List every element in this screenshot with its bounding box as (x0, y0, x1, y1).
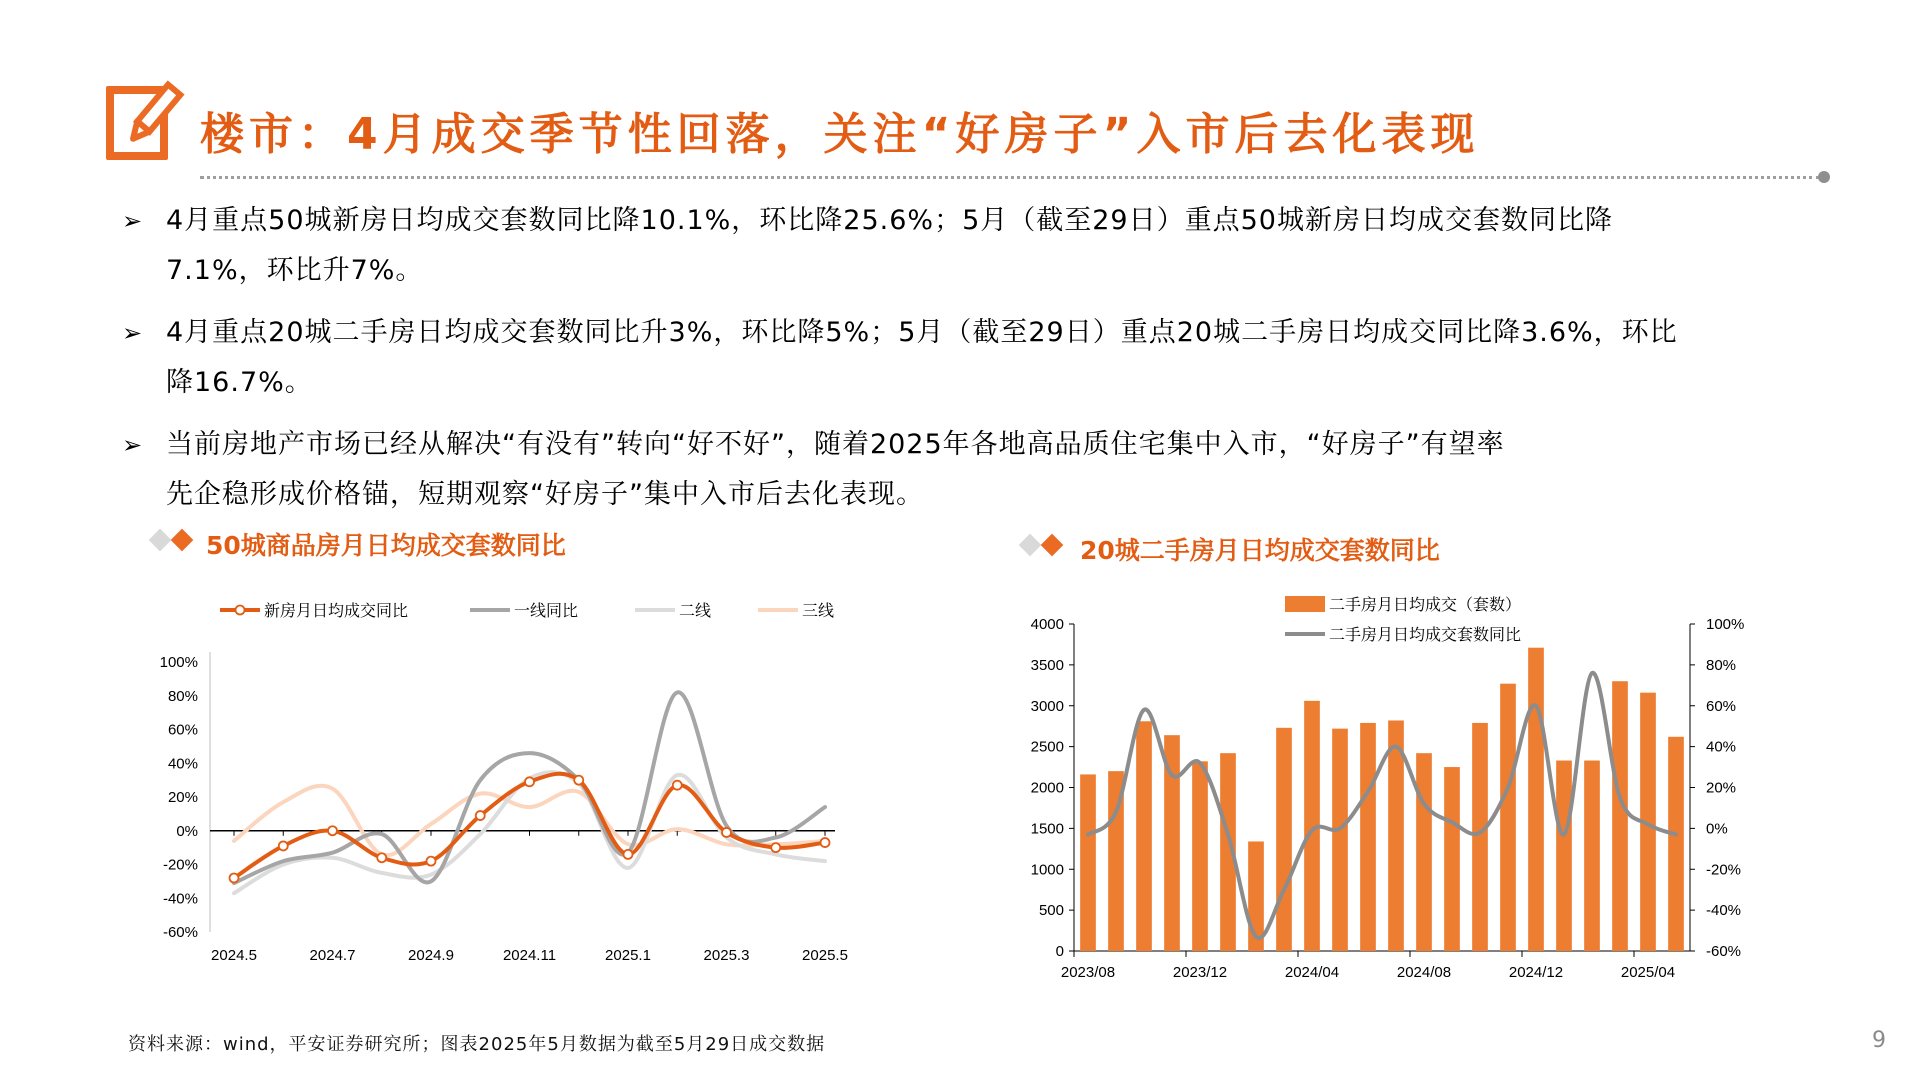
y-tick-label: 2500 (1030, 738, 1064, 756)
legend-label: 二手房月日均成交（套数） (1329, 597, 1522, 614)
bar (1612, 681, 1628, 951)
x-tick-label: 2023/12 (1172, 964, 1228, 981)
y2-tick-label: -20% (1706, 861, 1742, 879)
title-divider (200, 176, 1820, 179)
y-tick-label: 0 (1055, 943, 1064, 960)
y-tick-label: 60% (167, 721, 198, 739)
bar (1472, 723, 1488, 951)
data-point (476, 811, 485, 820)
data-point (673, 781, 682, 790)
y-tick-label: -60% (162, 924, 198, 941)
legend-label: 二手房月日均成交套数同比 (1329, 627, 1522, 644)
bar (1584, 761, 1600, 951)
bar-chart-20-cities (1030, 588, 1810, 988)
chart-title: 20城二手房月日均成交套数同比 (1080, 536, 1440, 565)
y2-tick-label: -60% (1706, 943, 1742, 960)
bullet-line: 4月重点20城二手房日均成交套数同比升3%，环比降5%；5月（截至29日）重点20城二手房日均成交同比降3.6%，环比 (166, 317, 1678, 348)
arrow-bullet-icon: ➢ (122, 207, 144, 235)
legend-label: 二线 (679, 603, 712, 620)
data-point (427, 857, 436, 866)
data-point (328, 826, 337, 835)
y-tick-label: 500 (1038, 902, 1064, 920)
x-tick-label: 2024/08 (1396, 964, 1452, 981)
legend-label: 三线 (802, 603, 835, 620)
y-tick-label: -40% (162, 890, 198, 908)
bar (1192, 761, 1208, 951)
chart-title: 50城商品房月日均成交套数同比 (206, 531, 566, 560)
y2-tick-label: -40% (1706, 902, 1742, 920)
page-number: 9 (1872, 1028, 1886, 1053)
bar (1444, 767, 1460, 951)
arrow-bullet-icon: ➢ (122, 431, 144, 459)
x-tick-label: 2024.11 (502, 947, 557, 964)
x-tick-label: 2024/04 (1284, 964, 1340, 981)
legend-marker (236, 606, 245, 615)
y-tick-label: 1000 (1030, 861, 1064, 879)
bullet-item (120, 196, 1820, 296)
bar (1360, 723, 1376, 951)
data-point (525, 777, 534, 786)
data-point (624, 850, 633, 859)
bar (1136, 721, 1152, 951)
bar (1668, 737, 1684, 951)
y-tick-label: 100% (159, 654, 198, 671)
legend-label: 新房月日均成交同比 (264, 603, 409, 620)
bullet-line: 先企稳形成价格锚，短期观察“好房子”集中入市后去化表现。 (166, 479, 924, 510)
bar (1556, 761, 1572, 951)
y2-tick-label: 100% (1706, 616, 1745, 633)
y2-tick-label: 20% (1706, 779, 1737, 797)
y2-tick-label: 60% (1706, 697, 1737, 715)
x-tick-label: 2024/12 (1508, 964, 1564, 981)
legend-swatch (1285, 596, 1325, 612)
y-tick-label: 3000 (1030, 697, 1064, 715)
bullet-line: 降16.7%。 (166, 367, 313, 398)
x-tick-label: 2024.7 (309, 947, 356, 964)
bar (1276, 728, 1292, 951)
bullet-item (120, 420, 1820, 520)
data-point (279, 841, 288, 850)
edit-icon (106, 86, 168, 160)
x-tick-label: 2023/08 (1060, 964, 1116, 981)
x-tick-label: 2025.1 (605, 947, 651, 964)
diamond-icon (146, 528, 202, 556)
bullet-line: 7.1%，环比升7%。 (166, 255, 424, 286)
bullet-line: 4月重点50城新房日均成交套数同比降10.1%，环比降25.6%；5月（截至29日）重点50城新房日均成交套数同比降 (166, 205, 1613, 236)
x-tick-label: 2025.5 (802, 947, 848, 964)
y-tick-label: 1500 (1030, 820, 1064, 838)
y2-tick-label: 80% (1706, 656, 1737, 674)
bullet-item (120, 308, 1820, 408)
line-chart-50-cities (130, 588, 870, 970)
source-note: 资料来源：wind，平安证券研究所；图表2025年5月数据为截至5月29日成交数据 (128, 1034, 826, 1055)
bar (1080, 774, 1096, 951)
bullet-list (120, 196, 1820, 532)
bar (1528, 648, 1544, 951)
data-point (771, 843, 780, 852)
y-tick-label: 40% (167, 755, 198, 773)
bar (1500, 684, 1516, 951)
y-tick-label: 20% (167, 789, 198, 806)
bullet-line: 当前房地产市场已经从解决“有没有”转向“好不好”，随着2025年各地高品质住宅集中入市，“好房子”有望率 (166, 429, 1505, 460)
legend-label: 一线同比 (514, 603, 579, 620)
bar (1416, 753, 1432, 951)
arrow-bullet-icon: ➢ (122, 319, 144, 347)
y-tick-label: 4000 (1030, 616, 1064, 633)
x-tick-label: 2025.3 (703, 947, 750, 964)
y-tick-label: 2000 (1030, 779, 1064, 797)
y-tick-label: 80% (167, 687, 198, 705)
x-tick-label: 2024.5 (211, 947, 257, 964)
x-tick-label: 2024.9 (408, 947, 454, 964)
y-tick-label: 0% (176, 822, 198, 840)
y2-tick-label: 0% (1706, 820, 1728, 838)
y-tick-label: 3500 (1030, 656, 1064, 674)
page-title: 楼市：4月成交季节性回落，关注“好房子”入市后去化表现 (200, 109, 1480, 160)
data-point (722, 828, 731, 837)
bar (1332, 729, 1348, 951)
data-point (230, 874, 239, 883)
data-point (377, 853, 386, 862)
series-line (234, 774, 825, 878)
data-point (821, 838, 830, 847)
diamond-icon (1016, 533, 1072, 561)
y-tick-label: -20% (162, 856, 198, 874)
x-tick-label: 2025/04 (1620, 964, 1676, 981)
data-point (574, 776, 583, 785)
title-divider-dot (1818, 171, 1830, 183)
y2-tick-label: 40% (1706, 738, 1737, 756)
